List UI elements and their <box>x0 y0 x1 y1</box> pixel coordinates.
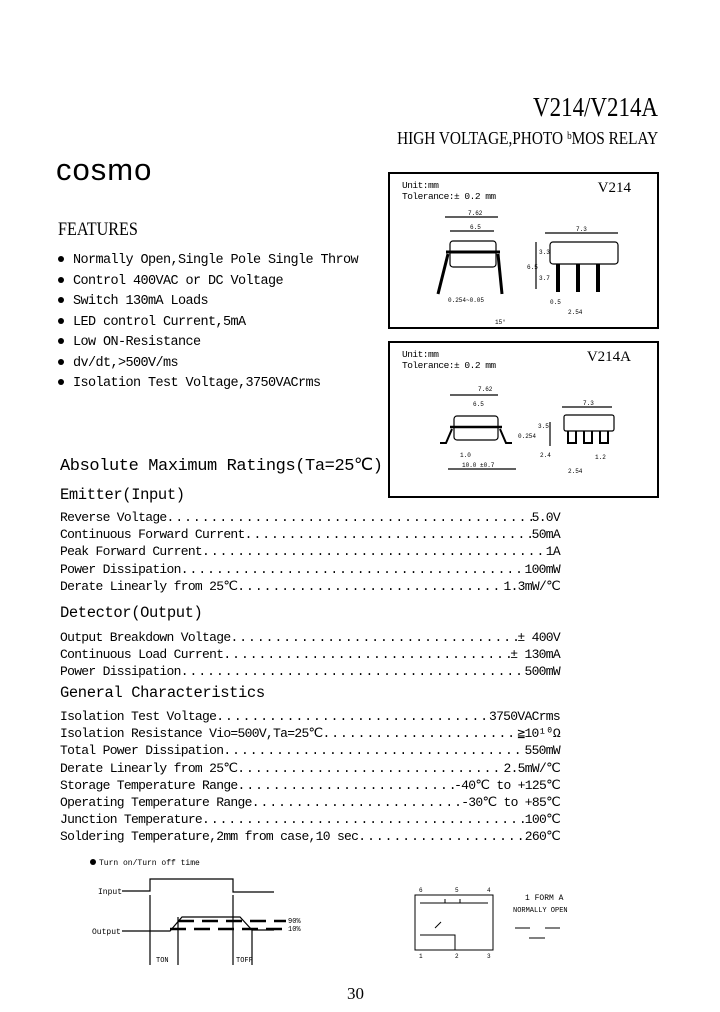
general-heading: General Characteristics <box>60 684 265 702</box>
svg-text:5: 5 <box>455 887 459 894</box>
detector-heading: Detector(Output) <box>60 604 203 622</box>
svg-text:0.254: 0.254 <box>518 433 537 440</box>
package-drawing-v214a <box>388 341 659 498</box>
dot-leader <box>181 663 525 680</box>
svg-text:7.62: 7.62 <box>468 210 483 217</box>
cosmo-logo: cosmo <box>56 152 153 187</box>
rating-value: 550mW <box>524 743 560 759</box>
svg-text:2.54: 2.54 <box>568 309 583 316</box>
feature-item: dv/dt,>500V/ms <box>58 356 358 377</box>
bullet-icon <box>58 359 64 365</box>
dot-leader <box>202 543 546 560</box>
rating-value: 260℃ <box>524 829 560 845</box>
svg-text:1.0: 1.0 <box>460 452 471 459</box>
rating-value: 50mA <box>531 527 560 543</box>
svg-text:6: 6 <box>419 887 423 894</box>
rating-label: Power Dissipation <box>60 561 181 577</box>
rating-label: Continuous Load Current <box>60 647 224 663</box>
svg-text:TON: TON <box>156 957 169 965</box>
rating-value: 5.0V <box>531 510 560 525</box>
dot-leader <box>238 777 455 794</box>
svg-text:TOFF: TOFF <box>236 957 253 965</box>
form-label: 1 FORM A <box>525 894 564 903</box>
svg-text:7.62: 7.62 <box>478 386 493 393</box>
rating-value: 100mW <box>524 561 560 577</box>
rating-value: -30℃ to +85℃ <box>461 794 560 810</box>
rating-row <box>60 543 560 560</box>
bullet-icon <box>58 338 64 344</box>
svg-text:3.5: 3.5 <box>538 423 549 430</box>
output-label: Output <box>92 928 121 937</box>
bullet-icon <box>58 297 64 303</box>
rating-row <box>60 725 560 742</box>
svg-text:2: 2 <box>455 953 459 960</box>
dot-leader <box>237 760 503 777</box>
rating-label: Power Dissipation <box>60 664 181 680</box>
rating-value: 500mW <box>524 664 560 680</box>
svg-text:15°: 15° <box>495 319 506 326</box>
svg-text:1: 1 <box>419 953 423 960</box>
dot-leader <box>223 646 510 663</box>
timing-diagram <box>50 850 350 965</box>
rating-row <box>60 828 560 845</box>
rating-value: ± 130mA <box>510 647 560 663</box>
feature-item: Normally Open,Single Pole Single Throw <box>58 253 358 274</box>
svg-text:2.54: 2.54 <box>568 468 583 475</box>
rating-label: Soldering Temperature,2mm from case,10 sec <box>60 829 359 845</box>
unit-note: Unit:mm Tolerance:± 0.2 mm <box>402 180 496 202</box>
rating-row <box>60 646 560 663</box>
rating-row <box>60 811 560 828</box>
rating-label: Storage Temperature Range <box>60 777 238 793</box>
svg-text:6.5: 6.5 <box>473 401 484 408</box>
ratings-heading: Absolute Maximum Ratings(Ta=25℃) <box>60 457 383 476</box>
rating-label: Operating Temperature Range <box>60 794 252 810</box>
rating-label: Isolation Resistance Vio=500V,Ta=25℃ <box>60 726 323 742</box>
rating-value: -40℃ to +125℃ <box>454 777 560 793</box>
svg-text:10.0 ±0.7: 10.0 ±0.7 <box>462 462 495 469</box>
rating-label: Junction Temperature <box>60 812 203 828</box>
svg-text:10%: 10% <box>288 926 301 934</box>
rating-row <box>60 561 560 578</box>
features-heading: FEATURES <box>58 219 138 240</box>
feature-item: Control 400VAC or DC Voltage <box>58 274 358 295</box>
package-model: V214A <box>586 349 631 365</box>
svg-text:4: 4 <box>487 887 491 894</box>
dot-leader <box>202 811 525 828</box>
rating-label: Output Breakdown Voltage <box>60 630 231 645</box>
detector-table <box>60 629 560 681</box>
svg-text:0.5: 0.5 <box>550 299 561 306</box>
rating-value: 1A <box>545 544 560 560</box>
svg-text:3: 3 <box>487 953 491 960</box>
dot-leader <box>322 725 517 742</box>
general-table <box>60 708 560 846</box>
rating-label: Peak Forward Current <box>60 544 203 560</box>
svg-text:6.5: 6.5 <box>527 264 538 271</box>
rating-value: 3750VACrms <box>488 709 560 724</box>
bullet-icon <box>90 859 96 865</box>
svg-text:0.254~0.05: 0.254~0.05 <box>448 297 485 304</box>
feature-item: Isolation Test Voltage,3750VACrms <box>58 376 358 397</box>
rating-row <box>60 742 560 759</box>
emitter-heading: Emitter(Input) <box>60 486 185 504</box>
smd-package-drawing <box>390 343 657 496</box>
bullet-icon <box>58 277 64 283</box>
rating-row <box>60 760 560 777</box>
feature-item: Switch 130mA Loads <box>58 294 358 315</box>
rating-value: ± 400V <box>517 630 560 645</box>
timing-title: Turn on/Turn off time <box>99 859 200 868</box>
rating-value: ≧10¹⁰Ω <box>517 726 560 742</box>
unit-note: Unit:mm Tolerance:± 0.2 mm <box>402 349 496 371</box>
rating-label: Total Power Dissipation <box>60 743 224 759</box>
package-drawing-v214 <box>388 172 659 329</box>
features-list <box>58 253 358 397</box>
product-subtitle: HIGH VOLTAGE,PHOTO ᵇMOS RELAY <box>396 128 658 148</box>
feature-item: Low ON-Resistance <box>58 335 358 356</box>
dot-leader <box>358 828 525 845</box>
rating-label: Derate Linearly from 25℃ <box>60 760 238 776</box>
rating-row <box>60 578 560 595</box>
dot-leader <box>167 509 532 526</box>
bullet-icon <box>58 256 64 262</box>
rating-row <box>60 663 560 680</box>
bullet-icon <box>58 318 64 324</box>
svg-text:90%: 90% <box>288 918 301 926</box>
dot-leader <box>216 708 489 725</box>
input-label: Input <box>98 888 123 897</box>
rating-row <box>60 509 560 526</box>
svg-text:7.3: 7.3 <box>583 400 594 407</box>
rating-label: Derate Linearly from 25℃ <box>60 578 238 594</box>
rating-row <box>60 777 560 794</box>
relay-schematic <box>405 880 605 960</box>
rating-value: 2.5mW/℃ <box>503 760 560 776</box>
rating-value: 100℃ <box>524 812 560 828</box>
rating-label: Isolation Test Voltage <box>60 709 217 724</box>
page-number: 30 <box>347 984 364 1003</box>
svg-text:7.3: 7.3 <box>576 226 587 233</box>
package-model: V214 <box>597 180 631 196</box>
rating-row <box>60 794 560 811</box>
rating-row <box>60 708 560 725</box>
rating-label: Continuous Forward Current <box>60 527 245 543</box>
dot-leader <box>245 526 532 543</box>
svg-text:2.4: 2.4 <box>540 452 551 459</box>
dot-leader <box>223 742 524 759</box>
dot-leader <box>230 629 517 646</box>
bullet-icon <box>58 379 64 385</box>
dot-leader <box>252 794 461 811</box>
svg-text:1.2: 1.2 <box>595 454 606 461</box>
rating-row <box>60 526 560 543</box>
svg-text:3.7: 3.7 <box>539 275 550 282</box>
dip-package-drawing <box>390 174 657 327</box>
svg-text:3.3: 3.3 <box>539 249 550 256</box>
type-label: NORMALLY OPEN <box>513 907 568 915</box>
rating-value: 1.3mW/℃ <box>503 578 560 594</box>
product-title: V214/V214A <box>533 92 658 122</box>
dot-leader <box>237 578 503 595</box>
rating-label: Reverse Voltage <box>60 510 167 525</box>
feature-item: LED control Current,5mA <box>58 315 358 336</box>
dot-leader <box>181 561 525 578</box>
rating-row <box>60 629 560 646</box>
svg-text:6.5: 6.5 <box>470 224 481 231</box>
emitter-table <box>60 509 560 595</box>
